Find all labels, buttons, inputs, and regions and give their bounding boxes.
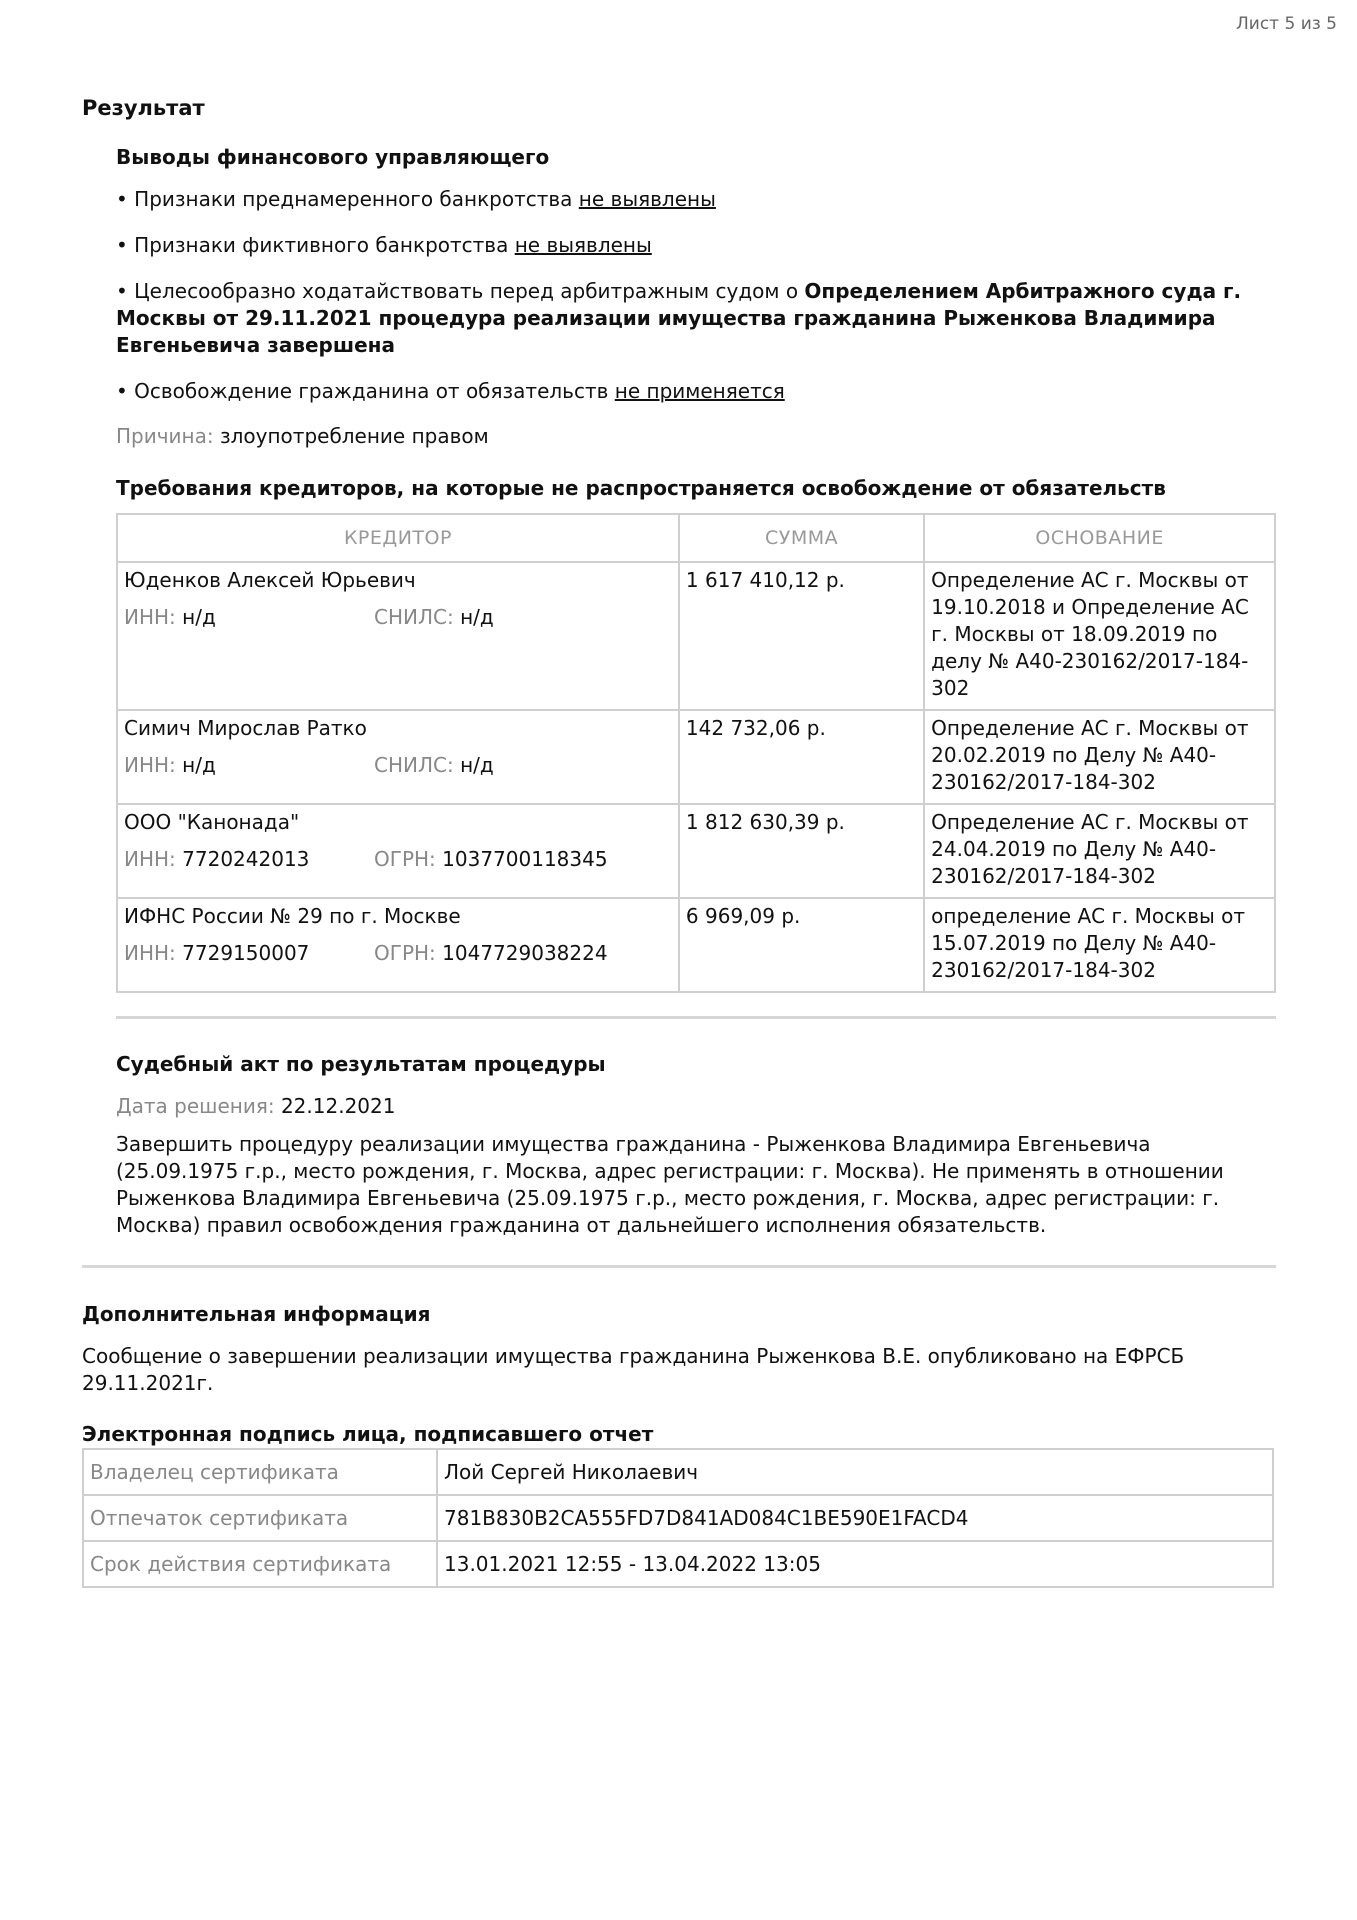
- cert-thumbprint-value: 781B830B2CA555FD7D841AD084C1BE590E1FACD4: [437, 1495, 1273, 1541]
- table-row: [83, 1495, 1273, 1541]
- id-value: н/д: [182, 605, 216, 629]
- creditor-name: Юденков Алексей Юрьевич: [124, 568, 416, 592]
- id-value: 1037700118345: [442, 847, 608, 871]
- id-label: ОГРН:: [374, 847, 436, 871]
- claims-table: [116, 513, 1276, 993]
- id-value: 7720242013: [182, 847, 310, 871]
- date-label: Дата решения:: [116, 1094, 275, 1118]
- header-sum: СУММА: [679, 514, 924, 562]
- id-value: 7729150007: [182, 941, 310, 965]
- header-basis: ОСНОВАНИЕ: [924, 514, 1275, 562]
- signature-title-block: [82, 1422, 1276, 1446]
- reason-value: злоупотребление правом: [219, 424, 489, 448]
- claim-sum: 142 732,06 р.: [679, 710, 924, 804]
- cert-owner-label: Владелец сертификата: [83, 1449, 437, 1495]
- id-label: СНИЛС:: [374, 753, 454, 777]
- claim-basis: Определение АС г. Москвы от 24.04.2019 по Делу № А40-230162/2017-184-302: [924, 804, 1275, 898]
- conclusion-text: • Признаки преднамеренного банкротства: [116, 187, 579, 211]
- extra-title-block: [82, 1302, 1276, 1326]
- id-value: 1047729038224: [442, 941, 608, 965]
- court-decision-text: Завершить процедуру реализации имущества гражданина - Рыженкова Владимира Евгеньевича (25.09.1975 г.р., место рождения, г. Москва, адрес регистрации: г. Москва). Не применять в отношении Рыженкова Владимира Евгеньевича (25.09.1975 г.р., место рождения, г. Москва, адрес регистрации: г. Москва) правил освобождения гражданина от дальнейшего исполнения обязательств.: [116, 1132, 1224, 1237]
- claim-basis: Определение АС г. Москвы от 20.02.2019 по Делу № А40-230162/2017-184-302: [924, 710, 1275, 804]
- id-label: ИНН:: [124, 753, 176, 777]
- page-number: Лист 5 из 5: [1235, 14, 1337, 34]
- conclusion-text: • Признаки фиктивного банкротства: [116, 233, 515, 257]
- extra-title: Дополнительная информация: [82, 1302, 431, 1326]
- court-date: [116, 1093, 1276, 1120]
- creditor-name: Симич Мирослав Ратко: [124, 716, 367, 740]
- id-value: н/д: [182, 753, 216, 777]
- result-title: Результат: [82, 96, 205, 120]
- signature-table: [82, 1448, 1274, 1588]
- table-row: [83, 1449, 1273, 1495]
- claim-sum: 1 812 630,39 р.: [679, 804, 924, 898]
- court-decision: [116, 1131, 1276, 1239]
- claim-basis: определение АС г. Москвы от 15.07.2019 по Делу № А40-230162/2017-184-302: [924, 898, 1275, 992]
- claim-sum: 1 617 410,12 р.: [679, 562, 924, 710]
- conclusion-value: не выявлены: [578, 187, 716, 211]
- motion-item: [116, 278, 1276, 359]
- table-row: [117, 898, 1275, 992]
- divider: [116, 1016, 1276, 1019]
- date-value: 22.12.2021: [280, 1094, 396, 1118]
- creditor-name: ООО "Канонада": [124, 810, 300, 834]
- cert-thumbprint-label: Отпечаток сертификата: [83, 1495, 437, 1541]
- cert-owner-value: Лой Сергей Николаевич: [437, 1449, 1273, 1495]
- id-label: СНИЛС:: [374, 605, 454, 629]
- claim-basis: Определение АС г. Москвы от 19.10.2018 и Определение АС г. Москвы от 18.09.2019 по делу № А40-230162/2017-184-302: [924, 562, 1275, 710]
- id-label: ОГРН:: [374, 941, 436, 965]
- release-text: • Освобождение гражданина от обязательств: [116, 379, 615, 403]
- id-label: ИНН:: [124, 941, 176, 965]
- court-title-block: [116, 1052, 1276, 1076]
- conclusion-item-1: [116, 186, 1276, 213]
- cert-validity-value: 13.01.2021 12:55 - 13.04.2022 13:05: [437, 1541, 1273, 1587]
- conclusions-title-block: [116, 145, 1276, 169]
- reason-label: Причина:: [116, 424, 214, 448]
- extra-info: [82, 1343, 1276, 1397]
- release-item: [116, 378, 1276, 405]
- id-label: ИНН:: [124, 847, 176, 871]
- table-row: [83, 1541, 1273, 1587]
- table-row: [117, 710, 1275, 804]
- motion-bold: Определением Арбитражного суда г. Москвы от 29.11.2021 процедура реализации имущества гражданина Рыженкова Владимира Евгеньевича завершена: [116, 279, 1242, 357]
- header-creditor: КРЕДИТОР: [117, 514, 679, 562]
- signature-title: Электронная подпись лица, подписавшего отчет: [82, 1422, 654, 1446]
- conclusion-item-2: [116, 232, 1276, 259]
- extra-text: Сообщение о завершении реализации имущества гражданина Рыженкова В.Е. опубликовано на ЕФРСБ 29.11.2021г.: [82, 1344, 1185, 1395]
- claim-sum: 6 969,09 р.: [679, 898, 924, 992]
- table-row: [117, 562, 1275, 710]
- cert-validity-label: Срок действия сертификата: [83, 1541, 437, 1587]
- creditor-name: ИФНС России № 29 по г. Москве: [124, 904, 461, 928]
- id-value: н/д: [460, 753, 494, 777]
- claims-header-row: [117, 514, 1275, 562]
- reason-item: [116, 423, 1276, 450]
- claims-title-block: [116, 476, 1276, 500]
- id-label: ИНН:: [124, 605, 176, 629]
- id-value: н/д: [460, 605, 494, 629]
- conclusions-title: Выводы финансового управляющего: [116, 145, 550, 169]
- claims-title: Требования кредиторов, на которые не распространяется освобождение от обязательств: [116, 476, 1166, 500]
- court-title: Судебный акт по результатам процедуры: [116, 1052, 606, 1076]
- motion-text: • Целесообразно ходатайствовать перед арбитражным судом о: [116, 279, 805, 303]
- release-value: не применяется: [614, 379, 785, 403]
- conclusion-value: не выявлены: [514, 233, 652, 257]
- table-row: [117, 804, 1275, 898]
- divider: [82, 1265, 1276, 1268]
